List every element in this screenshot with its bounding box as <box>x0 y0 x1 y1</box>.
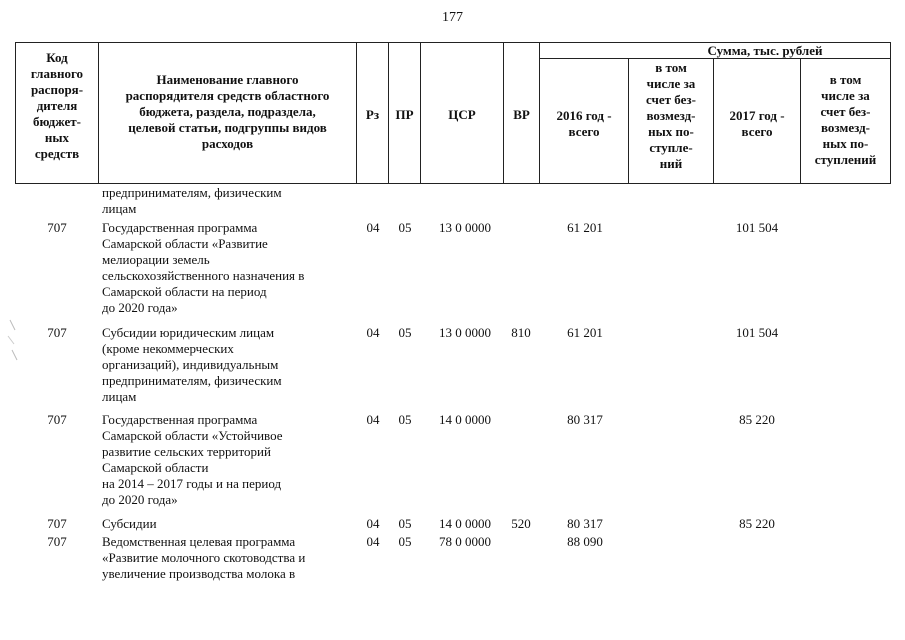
header-kod: Код главного распоря- дителя бюджет- ных средств <box>30 50 84 161</box>
row-name: Субсидии юридическим лицам (кроме некоммерческих организаций), индивидуальным предпринимателям, физическим лицам <box>102 325 282 404</box>
header-bottom-border <box>15 183 891 184</box>
row-csr: 78 0 0000 <box>439 534 491 549</box>
row-sum-2017: 85 220 <box>739 516 775 531</box>
row-rz: 04 <box>366 325 380 340</box>
row-pr: 05 <box>398 412 412 427</box>
row-rz: 04 <box>366 220 380 235</box>
row-sum-2016: 80 317 <box>567 412 603 427</box>
row-pr: 05 <box>398 325 412 340</box>
row-name: Государственная программа Самарской области «Устойчивое развитие сельских территорий Самарской области на 2014 – 2017 годы и на период до 2020 года» <box>102 412 283 507</box>
header-summa: Сумма, тыс. рублей <box>707 43 823 58</box>
header-2016-bv: в том числе за счет без- возмезд- ных по- ступле- ний <box>646 60 696 171</box>
header-pr: ПР <box>395 107 414 122</box>
header-2016-total: 2016 год - всего <box>556 108 612 139</box>
header-name: Наименование главного распорядителя средств областного бюджета, раздела, подраздела, целевой статьи, подгруппы видов расходов <box>125 72 330 151</box>
scan-marks <box>6 318 20 364</box>
row-sum-2016: 61 201 <box>567 325 603 340</box>
row-name: Государственная программа Самарской области «Развитие мелиорации земель сельскохозяйственного назначения в Самарской области на период до 2020 года» <box>102 220 305 315</box>
row-vr: 810 <box>511 325 531 340</box>
row-sum-2017: 101 504 <box>735 220 779 235</box>
row-sum-2016: 88 090 <box>567 534 603 549</box>
row-sum-2016: 80 317 <box>567 516 603 531</box>
continuation-text: предпринимателям, физическим лицам <box>102 185 282 216</box>
row-kod: 707 <box>47 534 67 549</box>
row-kod: 707 <box>47 516 67 531</box>
table-right-border <box>890 42 891 184</box>
header-vr: ВР <box>513 107 530 122</box>
row-pr: 05 <box>398 534 412 549</box>
row-vr: 520 <box>511 516 531 531</box>
row-rz: 04 <box>366 412 380 427</box>
header-2017-total: 2017 год - всего <box>729 108 785 139</box>
row-kod: 707 <box>47 412 67 427</box>
row-sum-2017: 85 220 <box>739 412 775 427</box>
row-name: Субсидии <box>102 516 157 531</box>
row-pr: 05 <box>398 516 412 531</box>
header-rz: Рз <box>365 107 380 122</box>
row-kod: 707 <box>47 325 67 340</box>
row-csr: 14 0 0000 <box>439 412 491 427</box>
row-rz: 04 <box>366 516 380 531</box>
row-name: Ведомственная целевая программа «Развитие молочного скотоводства и увеличение производства молока в <box>102 534 306 581</box>
row-csr: 13 0 0000 <box>439 325 491 340</box>
row-kod: 707 <box>47 220 67 235</box>
header-csr: ЦСР <box>448 107 476 122</box>
header-2017-bv: в том числе за счет без- возмезд- ных по- ступлений <box>814 72 877 167</box>
page-number: 177 <box>442 10 463 25</box>
row-rz: 04 <box>366 534 380 549</box>
row-csr: 14 0 0000 <box>439 516 491 531</box>
row-pr: 05 <box>398 220 412 235</box>
row-sum-2016: 61 201 <box>567 220 603 235</box>
row-csr: 13 0 0000 <box>439 220 491 235</box>
row-sum-2017: 101 504 <box>735 325 779 340</box>
